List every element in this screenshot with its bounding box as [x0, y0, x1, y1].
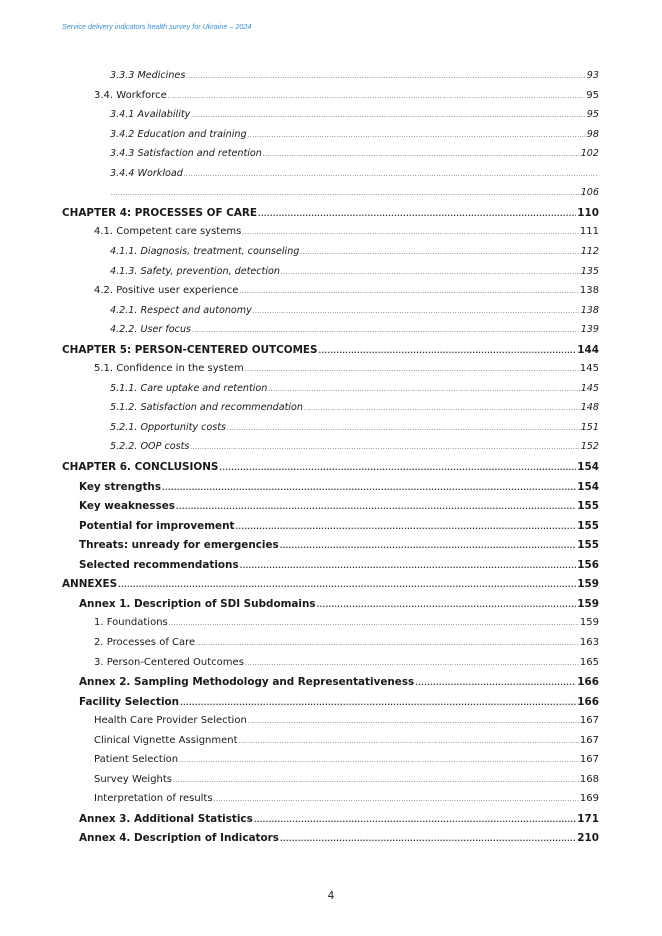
toc-leader-dots [173, 775, 579, 787]
toc-entry-page: 138 [579, 285, 599, 297]
toc-leader-dots [169, 618, 579, 630]
toc-entry[interactable] [79, 832, 599, 845]
toc-entry-title: 1. Foundations [94, 617, 168, 629]
toc-leader-dots [111, 188, 580, 200]
toc-leader-dots [239, 286, 579, 298]
toc-entry[interactable] [79, 539, 599, 552]
toc-entry[interactable] [110, 441, 599, 454]
toc-entry-title: 3.4. Workforce [94, 89, 167, 101]
toc-entry-page: 165 [579, 656, 599, 668]
toc-entry-title: 3.4.1 Availability [110, 109, 191, 121]
toc-entry-page: 168 [579, 773, 599, 785]
toc-entry[interactable] [110, 129, 599, 142]
toc-entry-title: Threats: unready for emergencies [79, 539, 279, 552]
toc-entry[interactable] [94, 715, 599, 728]
toc-leader-dots [168, 91, 586, 103]
toc-entry-page: 167 [579, 754, 599, 766]
toc-entry-title: Health Care Provider Selection [94, 715, 247, 727]
toc-entry[interactable] [79, 598, 599, 611]
toc-entry-page: 163 [579, 636, 599, 648]
toc-leader-dots [118, 579, 576, 591]
toc-entry-title: 3.3.3 Medicines [110, 70, 186, 81]
toc-entry-page: 139 [580, 324, 599, 336]
toc-entry[interactable] [110, 70, 599, 83]
toc-entry-title: Clinical Vignette Assignment [94, 734, 238, 746]
toc-entry[interactable] [110, 109, 599, 122]
toc-leader-dots [196, 638, 579, 650]
toc-leader-dots [268, 384, 579, 396]
toc-entry-title: Potential for improvement [79, 519, 235, 532]
toc-entry-page: 95 [586, 89, 599, 101]
toc-entry[interactable] [94, 226, 599, 239]
toc-leader-dots [253, 306, 580, 318]
toc-entry-title: 5.2.2. OOP costs [110, 441, 190, 453]
toc-leader-dots [240, 560, 577, 572]
toc-entry-page: 210 [577, 832, 599, 845]
toc-entry[interactable] [94, 754, 599, 767]
toc-leader-dots [227, 423, 580, 435]
toc-entry[interactable] [110, 266, 599, 279]
toc-leader-dots [179, 755, 579, 767]
toc-leader-dots [248, 716, 579, 728]
toc-leader-dots [415, 677, 576, 689]
toc-leader-dots [184, 169, 598, 181]
toc-entry-title: Annex 4. Description of Indicators [79, 832, 279, 845]
toc-leader-dots [263, 149, 580, 161]
toc-entry[interactable] [94, 774, 599, 787]
toc-entry-page: 154 [577, 461, 599, 473]
toc-entry[interactable] [110, 168, 599, 181]
toc-entry-title: CHAPTER 5: PERSON-CENTERED OUTCOMES [62, 343, 318, 356]
toc-entry-title: 4.2. Positive user experience [94, 285, 239, 297]
toc-entry-page: 151 [580, 421, 599, 433]
toc-entry[interactable] [94, 735, 599, 748]
toc-leader-dots [176, 501, 576, 513]
page-number: 4 [327, 890, 335, 902]
toc-entry-title: Annex 2. Sampling Methodology and Representativeness [79, 676, 415, 689]
toc-entry-page: 145 [579, 363, 599, 375]
toc-entry-title: Annex 3. Additional Statistics [79, 812, 253, 825]
toc-entry-page: 154 [577, 480, 599, 493]
toc-entry-title: CHAPTER 6. CONCLUSIONS [62, 461, 219, 473]
toc-leader-dots [235, 521, 576, 533]
toc-entry-page: 111 [579, 226, 599, 238]
toc-entry-title: Facility Selection [79, 695, 180, 708]
toc-entry[interactable] [79, 481, 599, 494]
toc-entry-title: 4.1. Competent care systems [94, 226, 242, 238]
toc-leader-dots [245, 658, 579, 670]
toc-entry[interactable] [79, 676, 599, 689]
toc-leader-dots [319, 345, 577, 357]
toc-entry-page: 112 [580, 245, 599, 257]
toc-entry-page: 106 [580, 187, 599, 199]
toc-entry-title: 3.4.3 Satisfaction and retention [110, 148, 262, 160]
toc-entry-page: 169 [579, 793, 599, 805]
toc-entry[interactable] [110, 305, 599, 318]
toc-entry-title: 5.1. Confidence in the system [94, 363, 244, 375]
toc-leader-dots [242, 227, 579, 239]
toc-entry-title: 5.1.2. Satisfaction and recommendation [110, 402, 303, 414]
toc-leader-dots [300, 247, 579, 259]
toc-entry-page: 138 [580, 304, 599, 316]
toc-entry-page: 95 [586, 109, 599, 121]
toc-leader-dots [239, 736, 579, 748]
toc-entry-page: 144 [577, 343, 599, 356]
toc-entry-title: 4.2.2. User focus [110, 324, 192, 336]
toc-entry-page: 159 [577, 578, 599, 591]
toc-entry[interactable] [94, 657, 599, 670]
toc-entry-page: 93 [586, 70, 599, 81]
toc-entry[interactable] [94, 285, 599, 298]
toc-entry-title: 3.4.2 Education and training [110, 128, 247, 140]
toc-entry-title: 4.1.3. Safety, prevention, detection [110, 265, 280, 277]
toc-entry-page: 145 [580, 382, 599, 394]
toc-entry[interactable] [110, 422, 599, 435]
toc-entry-title: 3.4.4 Workload [110, 167, 183, 179]
toc-leader-dots [192, 325, 580, 337]
toc-entry[interactable] [62, 461, 599, 474]
toc-entry-title: Survey Weights [94, 773, 173, 785]
toc-entry[interactable] [79, 696, 599, 709]
toc-entry-title: Selected recommendations [79, 558, 239, 571]
toc-entry-page: 159 [579, 617, 599, 629]
toc-leader-dots [186, 71, 585, 83]
toc-entry[interactable] [94, 617, 599, 630]
toc-entry[interactable] [79, 520, 599, 533]
toc-entry-page: 110 [577, 206, 599, 219]
toc-entry[interactable] [110, 324, 599, 337]
toc-entry-title: 5.1.1. Care uptake and retention [110, 382, 268, 394]
toc-entry-page: 166 [577, 676, 599, 689]
toc-leader-dots [245, 364, 579, 376]
toc-entry-page: 156 [577, 558, 599, 571]
toc-entry-title: Key weaknesses [79, 500, 175, 513]
toc-leader-dots [280, 833, 576, 845]
toc-entry[interactable] [94, 637, 599, 650]
toc-entry-title: ANNEXES [62, 578, 118, 591]
toc-entry-title: Interpretation of results [94, 793, 213, 805]
toc-entry-page: 102 [580, 148, 599, 160]
toc-entry-page: 152 [580, 441, 599, 453]
toc-leader-dots [317, 599, 577, 611]
toc-entry[interactable] [110, 148, 599, 161]
toc-entry-page: 159 [577, 597, 599, 610]
toc-entry-title: 3. Person-Centered Outcomes [94, 656, 244, 668]
toc-entry-title: Annex 1. Description of SDI Subdomains [79, 597, 316, 610]
toc-leader-dots [258, 208, 576, 220]
toc-entry-page: 167 [579, 715, 599, 727]
toc-entry[interactable] [110, 383, 599, 396]
toc-entry[interactable] [62, 344, 599, 357]
toc-entry-page: 155 [577, 539, 599, 552]
toc-entry[interactable] [79, 559, 599, 572]
toc-entry[interactable] [110, 246, 599, 259]
toc-leader-dots [191, 110, 585, 122]
toc-entry[interactable] [79, 813, 599, 826]
toc-entry[interactable] [110, 402, 599, 415]
toc-entry-title: 5.2.1. Opportunity costs [110, 421, 227, 433]
toc-entry-page: 167 [579, 734, 599, 746]
toc-entry[interactable] [94, 793, 599, 806]
toc-leader-dots [214, 794, 579, 806]
toc-entry-page: 135 [580, 265, 599, 277]
toc-entry[interactable] [110, 187, 599, 200]
toc-entry-title: 4.2.1. Respect and autonomy [110, 304, 252, 316]
toc-leader-dots [281, 267, 580, 279]
toc-leader-dots [248, 130, 586, 142]
toc-entry[interactable] [62, 578, 599, 591]
toc-entry[interactable] [79, 500, 599, 513]
toc-leader-dots [280, 540, 577, 552]
toc-entry-page: 155 [577, 500, 599, 513]
toc-leader-dots [219, 462, 576, 474]
toc-entry-page: 155 [577, 519, 599, 532]
toc-entry-title: 4.1.1. Diagnosis, treatment, counseling [110, 245, 300, 257]
toc-leader-dots [190, 442, 579, 454]
toc-leader-dots [254, 814, 577, 826]
toc-entry-title: Key strengths [79, 480, 162, 493]
toc-entry-page: 166 [577, 695, 599, 708]
toc-entry-title: Patient Selection [94, 754, 179, 766]
toc-entry[interactable] [94, 90, 599, 103]
toc-entry-title: CHAPTER 4: PROCESSES OF CARE [62, 206, 257, 219]
toc-entry-page: 98 [586, 128, 599, 140]
toc-entry-page: 148 [580, 402, 599, 414]
toc-entry-page: 171 [577, 812, 599, 825]
toc-leader-dots [162, 482, 576, 494]
toc-entry-title: 2. Processes of Care [94, 636, 196, 648]
running-header: Service delivery indicators health survey for Ukraine – 2024 [62, 22, 252, 31]
toc-leader-dots [304, 403, 580, 415]
toc-leader-dots [180, 697, 576, 709]
toc-entry[interactable] [62, 207, 599, 220]
toc-entry[interactable] [94, 363, 599, 376]
